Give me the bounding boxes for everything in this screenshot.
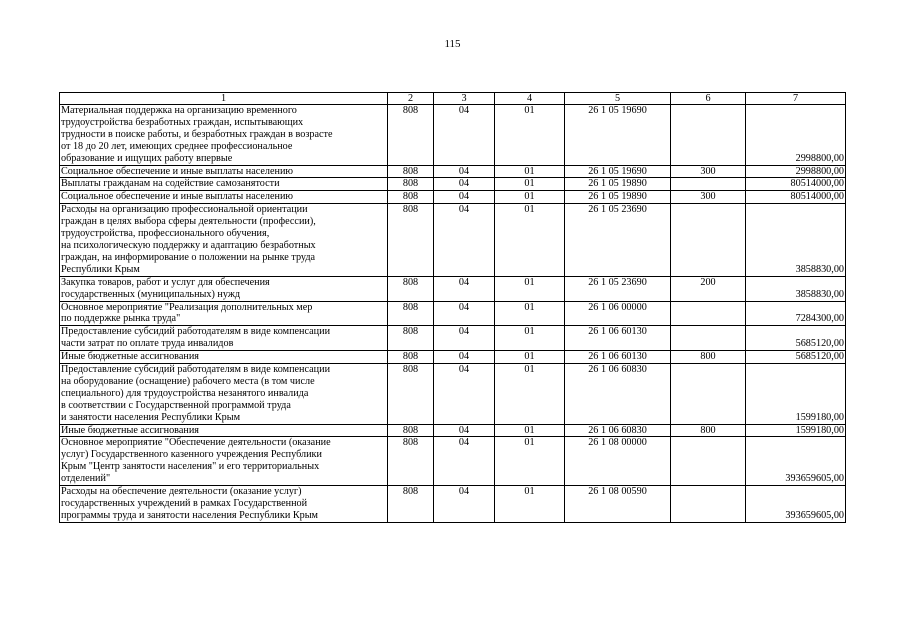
subsection-code-cell: 01 <box>495 486 565 523</box>
table-row <box>60 178 846 191</box>
column-header: 6 <box>671 93 746 105</box>
row-name-cell: Основное мероприятие "Обеспечение деятельности (оказание услуг) Государственного казенного учреждения Республики Крым "Центр занятости населения" и его территориальных отделений" <box>60 437 388 486</box>
expense-type-cell <box>671 178 746 191</box>
target-article-cell: 26 1 05 19890 <box>565 178 671 191</box>
section-code-cell: 04 <box>434 301 495 326</box>
section-code-cell: 04 <box>434 364 495 425</box>
target-article-cell: 26 1 05 19690 <box>565 165 671 178</box>
expense-type-cell <box>671 437 746 486</box>
ministry-code-cell: 808 <box>388 351 434 364</box>
amount-cell: 1599180,00 <box>746 424 846 437</box>
section-code-cell: 04 <box>434 437 495 486</box>
subsection-code-cell: 01 <box>495 165 565 178</box>
subsection-code-cell: 01 <box>495 191 565 204</box>
ministry-code-cell: 808 <box>388 276 434 301</box>
ministry-code-cell: 808 <box>388 364 434 425</box>
expense-type-cell: 800 <box>671 351 746 364</box>
expense-type-cell <box>671 105 746 166</box>
subsection-code-cell: 01 <box>495 301 565 326</box>
expense-type-cell: 200 <box>671 276 746 301</box>
target-article-cell: 26 1 06 60830 <box>565 424 671 437</box>
table-row <box>60 165 846 178</box>
row-name-cell: Социальное обеспечение и иные выплаты населению <box>60 191 388 204</box>
row-name-cell: Социальное обеспечение и иные выплаты населению <box>60 165 388 178</box>
row-name-cell: Иные бюджетные ассигнования <box>60 424 388 437</box>
section-code-cell: 04 <box>434 204 495 276</box>
section-code-cell: 04 <box>434 351 495 364</box>
subsection-code-cell: 01 <box>495 437 565 486</box>
ministry-code-cell: 808 <box>388 105 434 166</box>
section-code-cell: 04 <box>434 486 495 523</box>
row-name-cell: Закупка товаров, работ и услуг для обеспечения государственных (муниципальных) нужд <box>60 276 388 301</box>
subsection-code-cell: 01 <box>495 276 565 301</box>
section-code-cell: 04 <box>434 178 495 191</box>
ministry-code-cell: 808 <box>388 191 434 204</box>
ministry-code-cell: 808 <box>388 424 434 437</box>
amount-cell: 5685120,00 <box>746 326 846 351</box>
column-header: 1 <box>60 93 388 105</box>
column-header: 3 <box>434 93 495 105</box>
table-row <box>60 486 846 523</box>
amount-cell: 2998800,00 <box>746 105 846 166</box>
table-row <box>60 364 846 425</box>
ministry-code-cell: 808 <box>388 326 434 351</box>
row-name-cell: Выплаты гражданам на содействие самозанятости <box>60 178 388 191</box>
target-article-cell: 26 1 06 60130 <box>565 351 671 364</box>
section-code-cell: 04 <box>434 165 495 178</box>
table-header-row <box>60 93 846 105</box>
row-name-cell: Предоставление субсидий работодателям в виде компенсации на оборудование (оснащение) рабочего места (в том числе специального) для трудоустройства незанятого инвалида в соответствии с Государственной программой труда и занятости населения Республики Крым <box>60 364 388 425</box>
expense-type-cell: 300 <box>671 165 746 178</box>
expense-type-cell <box>671 326 746 351</box>
amount-cell: 2998800,00 <box>746 165 846 178</box>
target-article-cell: 26 1 06 60830 <box>565 364 671 425</box>
table-row <box>60 326 846 351</box>
amount-cell: 7284300,00 <box>746 301 846 326</box>
page-number: 115 <box>444 38 461 50</box>
amount-cell: 1599180,00 <box>746 364 846 425</box>
expense-type-cell: 800 <box>671 424 746 437</box>
expense-type-cell <box>671 486 746 523</box>
table-row <box>60 191 846 204</box>
table-row <box>60 204 846 276</box>
amount-cell: 80514000,00 <box>746 191 846 204</box>
amount-cell: 393659605,00 <box>746 437 846 486</box>
row-name-cell: Расходы на обеспечение деятельности (оказание услуг) государственных учреждений в рамках Государственной программы труда и занятости населения Республики Крым <box>60 486 388 523</box>
amount-cell: 393659605,00 <box>746 486 846 523</box>
target-article-cell: 26 1 05 23690 <box>565 204 671 276</box>
target-article-cell: 26 1 05 19690 <box>565 105 671 166</box>
expense-type-cell: 300 <box>671 191 746 204</box>
subsection-code-cell: 01 <box>495 351 565 364</box>
amount-cell: 3858830,00 <box>746 204 846 276</box>
table-row <box>60 276 846 301</box>
section-code-cell: 04 <box>434 105 495 166</box>
row-name-cell: Расходы на организацию профессиональной ориентации граждан в целях выбора сферы деятельности (профессии), трудоустройства, профессионального обучения, на психологическую поддержку и адаптацию безработных граждан, на информирование о положении на рынке труда Республики Крым <box>60 204 388 276</box>
subsection-code-cell: 01 <box>495 326 565 351</box>
section-code-cell: 04 <box>434 326 495 351</box>
target-article-cell: 26 1 08 00590 <box>565 486 671 523</box>
amount-cell: 5685120,00 <box>746 351 846 364</box>
ministry-code-cell: 808 <box>388 437 434 486</box>
section-code-cell: 04 <box>434 276 495 301</box>
row-name-cell: Материальная поддержка на организацию временного трудоустройства безработных граждан, испытывающих трудности в поиске работы, и безработных граждан в возрасте от 18 до 20 лет, имеющих среднее профессиональное образование и ищущих работу впервые <box>60 105 388 166</box>
expense-type-cell <box>671 301 746 326</box>
table-row <box>60 105 846 166</box>
target-article-cell: 26 1 05 19890 <box>565 191 671 204</box>
row-name-cell: Предоставление субсидий работодателям в виде компенсации части затрат по оплате труда инвалидов <box>60 326 388 351</box>
subsection-code-cell: 01 <box>495 364 565 425</box>
target-article-cell: 26 1 08 00000 <box>565 437 671 486</box>
target-article-cell: 26 1 06 00000 <box>565 301 671 326</box>
expense-type-cell <box>671 364 746 425</box>
amount-cell: 3858830,00 <box>746 276 846 301</box>
target-article-cell: 26 1 05 23690 <box>565 276 671 301</box>
column-header: 4 <box>495 93 565 105</box>
column-header: 2 <box>388 93 434 105</box>
budget-table <box>59 92 846 523</box>
row-name-cell: Основное мероприятие "Реализация дополнительных мер по поддержке рынка труда" <box>60 301 388 326</box>
row-name-cell: Иные бюджетные ассигнования <box>60 351 388 364</box>
expense-type-cell <box>671 204 746 276</box>
subsection-code-cell: 01 <box>495 424 565 437</box>
target-article-cell: 26 1 06 60130 <box>565 326 671 351</box>
table-row <box>60 351 846 364</box>
ministry-code-cell: 808 <box>388 178 434 191</box>
ministry-code-cell: 808 <box>388 165 434 178</box>
column-header: 5 <box>565 93 671 105</box>
table-row <box>60 301 846 326</box>
section-code-cell: 04 <box>434 424 495 437</box>
ministry-code-cell: 808 <box>388 486 434 523</box>
subsection-code-cell: 01 <box>495 204 565 276</box>
column-header: 7 <box>746 93 846 105</box>
subsection-code-cell: 01 <box>495 178 565 191</box>
table-row <box>60 437 846 486</box>
ministry-code-cell: 808 <box>388 301 434 326</box>
ministry-code-cell: 808 <box>388 204 434 276</box>
table-row <box>60 424 846 437</box>
section-code-cell: 04 <box>434 191 495 204</box>
subsection-code-cell: 01 <box>495 105 565 166</box>
amount-cell: 80514000,00 <box>746 178 846 191</box>
